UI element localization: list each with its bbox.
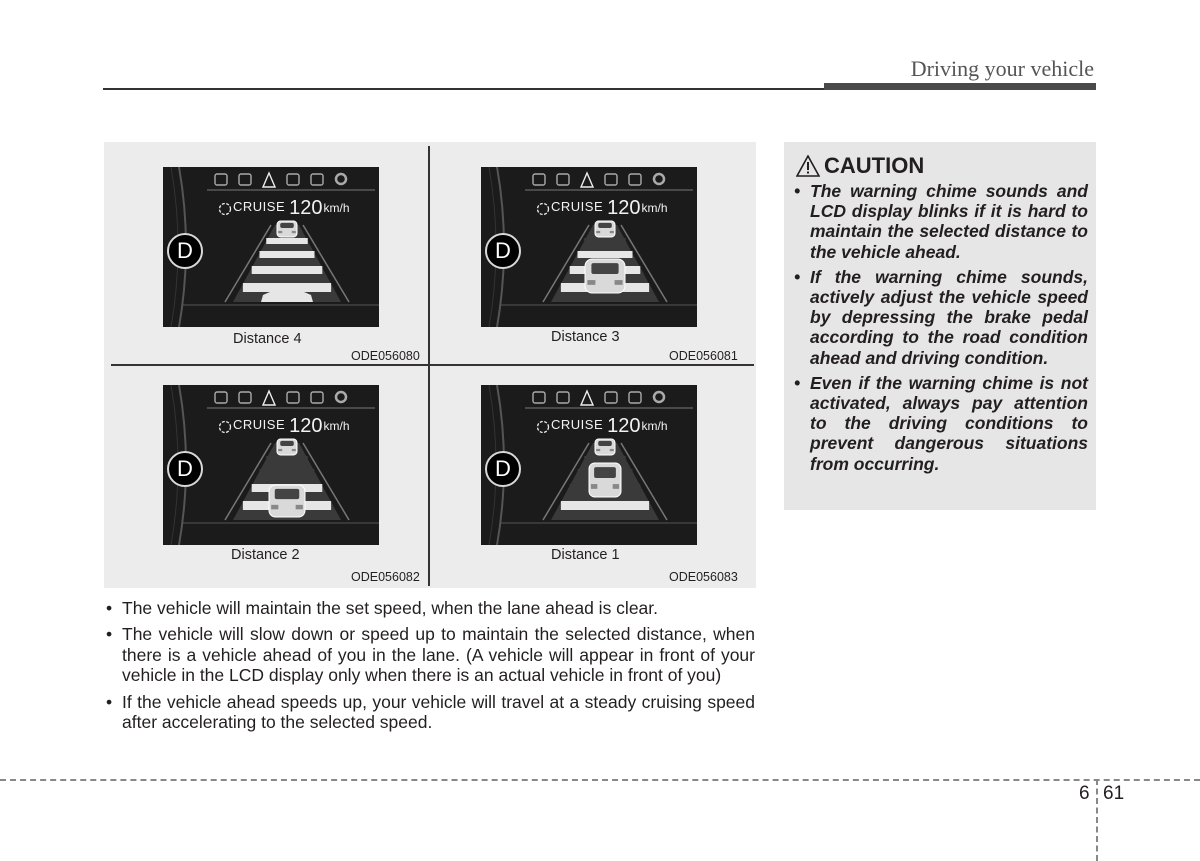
gear-indicator: D xyxy=(485,233,521,269)
car-window xyxy=(280,223,294,228)
cluster-icon xyxy=(215,174,227,185)
cruise-label: CRUISE xyxy=(551,417,604,432)
lane-icon xyxy=(263,391,275,405)
gear-indicator: D xyxy=(167,233,203,269)
car-light xyxy=(591,484,597,489)
car-light xyxy=(615,280,623,285)
figure-caption: Distance 2 xyxy=(231,547,300,563)
figure-horizontal-divider xyxy=(111,364,754,366)
car-window xyxy=(275,489,299,499)
cruise-readout xyxy=(551,415,668,438)
wrench-icon xyxy=(629,174,641,185)
cruise-readout xyxy=(551,197,668,220)
cruise-label: CRUISE xyxy=(233,417,286,432)
navigation-icon xyxy=(239,174,251,185)
own-vehicle-icon xyxy=(585,259,625,293)
set-speed: 120 xyxy=(607,415,641,437)
music-icon xyxy=(605,392,617,403)
cruise-label: CRUISE xyxy=(551,199,604,214)
distance-bar xyxy=(266,456,308,462)
settings-icon xyxy=(654,392,664,402)
figure-caption: Distance 3 xyxy=(551,329,620,345)
cluster-icon xyxy=(215,392,227,403)
car-light xyxy=(292,231,296,233)
car-light xyxy=(271,505,278,509)
warning-triangle-icon xyxy=(796,155,820,177)
settings-icon xyxy=(336,174,346,184)
figure-code: ODE056083 xyxy=(669,570,738,584)
lane-icon xyxy=(581,173,593,187)
car-light xyxy=(278,449,282,451)
cruise-clock-icon xyxy=(538,204,549,215)
distance-bar xyxy=(584,456,626,462)
car-light xyxy=(613,484,619,489)
music-icon xyxy=(605,174,617,185)
car-light xyxy=(278,231,282,233)
car-window xyxy=(591,263,618,274)
speed-unit: km/h xyxy=(641,201,668,215)
car-window xyxy=(594,467,616,478)
lcd-display-distance-4 xyxy=(163,167,379,327)
set-speed: 120 xyxy=(607,197,641,219)
cruise-clock-icon xyxy=(220,204,231,215)
caution-item: • The warning chime sounds and LCD display blinks if it is hard to maintain the selected distance to the vehicle ahead. xyxy=(792,181,1088,262)
lead-vehicle-icon xyxy=(595,221,615,237)
figure-vertical-divider xyxy=(428,146,430,586)
body-bullet: • The vehicle will maintain the set speed, when the lane ahead is clear. xyxy=(105,598,755,618)
car-light xyxy=(596,449,600,451)
wrench-icon xyxy=(311,174,323,185)
figure-caption: Distance 1 xyxy=(551,547,620,563)
wrench-icon xyxy=(311,392,323,403)
distance-bar xyxy=(259,251,314,258)
cruise-readout xyxy=(233,197,350,220)
car-light xyxy=(587,280,595,285)
settings-icon xyxy=(336,392,346,402)
car-light xyxy=(596,231,600,233)
settings-icon xyxy=(654,174,664,184)
cluster-icon xyxy=(533,392,545,403)
lead-vehicle-icon xyxy=(277,439,297,455)
music-icon xyxy=(287,392,299,403)
gear-indicator: D xyxy=(485,451,521,487)
body-bullet-list xyxy=(105,598,755,738)
speed-unit: km/h xyxy=(641,419,668,433)
caution-item: • Even if the warning chime is not activated, always pay attention to the driving conditions to prevent dangerous situations from occurring. xyxy=(792,373,1088,474)
car-light xyxy=(292,449,296,451)
figure-code: ODE056080 xyxy=(351,349,420,363)
distance-bar xyxy=(252,266,323,274)
lane-icon xyxy=(263,173,275,187)
car-window xyxy=(280,441,294,446)
distance-bar xyxy=(584,238,626,244)
header-rule-accent xyxy=(824,83,1096,90)
cruise-readout xyxy=(233,415,350,438)
page-number: 61 xyxy=(1103,783,1125,804)
car-light xyxy=(610,231,614,233)
gear-indicator: D xyxy=(167,451,203,487)
page-header-title: Driving your vehicle xyxy=(910,56,1094,81)
caution-title: CAUTION xyxy=(824,153,925,179)
lead-vehicle-icon xyxy=(277,221,297,237)
lcd-display-distance-1 xyxy=(481,385,697,545)
figure-caption: Distance 4 xyxy=(233,331,302,347)
navigation-icon xyxy=(239,392,251,403)
cruise-clock-icon xyxy=(538,422,549,433)
own-vehicle-icon xyxy=(589,463,621,497)
body-bullet: • The vehicle will slow down or speed up to maintain the selected distance, when there is a vehicle ahead of you in the lane. (A vehicle will appear in front of your vehicle in the LCD display only when there is an actual vehicle in front of you) xyxy=(105,624,755,685)
caution-heading xyxy=(796,152,924,179)
caution-item: • If the warning chime sounds, actively adjust the vehicle speed by depressing the brake pedal according to the road condition ahead and driving condition. xyxy=(792,267,1088,368)
distance-bar xyxy=(561,501,649,510)
set-speed: 120 xyxy=(289,197,323,219)
wrench-icon xyxy=(629,392,641,403)
chapter-number: 6 xyxy=(1079,783,1090,804)
footer-rule xyxy=(0,779,1200,781)
body-bullet: • If the vehicle ahead speeds up, your vehicle will travel at a steady cruising speed after accelerating to the selected speed. xyxy=(105,692,755,733)
cruise-label: CRUISE xyxy=(233,199,286,214)
car-light xyxy=(296,505,303,509)
lcd-display-distance-3 xyxy=(481,167,697,327)
car-window xyxy=(598,223,612,228)
music-icon xyxy=(287,174,299,185)
cruise-clock-icon xyxy=(220,422,231,433)
car-light xyxy=(610,449,614,451)
lcd-display-distance-2 xyxy=(163,385,379,545)
caution-box xyxy=(784,142,1096,510)
distance-bar xyxy=(259,469,314,476)
footer-divider xyxy=(1096,779,1098,861)
caution-list xyxy=(792,181,1088,479)
cluster-icon xyxy=(533,174,545,185)
speed-unit: km/h xyxy=(323,201,350,215)
navigation-icon xyxy=(557,174,569,185)
figure-code: ODE056082 xyxy=(351,570,420,584)
lane-icon xyxy=(581,391,593,405)
set-speed: 120 xyxy=(289,415,323,437)
own-vehicle-icon xyxy=(269,485,305,517)
lead-vehicle-icon xyxy=(595,439,615,455)
distance-bar xyxy=(577,251,632,258)
navigation-icon xyxy=(557,392,569,403)
distance-bar xyxy=(266,238,308,244)
car-window xyxy=(598,441,612,446)
speed-unit: km/h xyxy=(323,419,350,433)
figure-code: ODE056081 xyxy=(669,349,738,363)
